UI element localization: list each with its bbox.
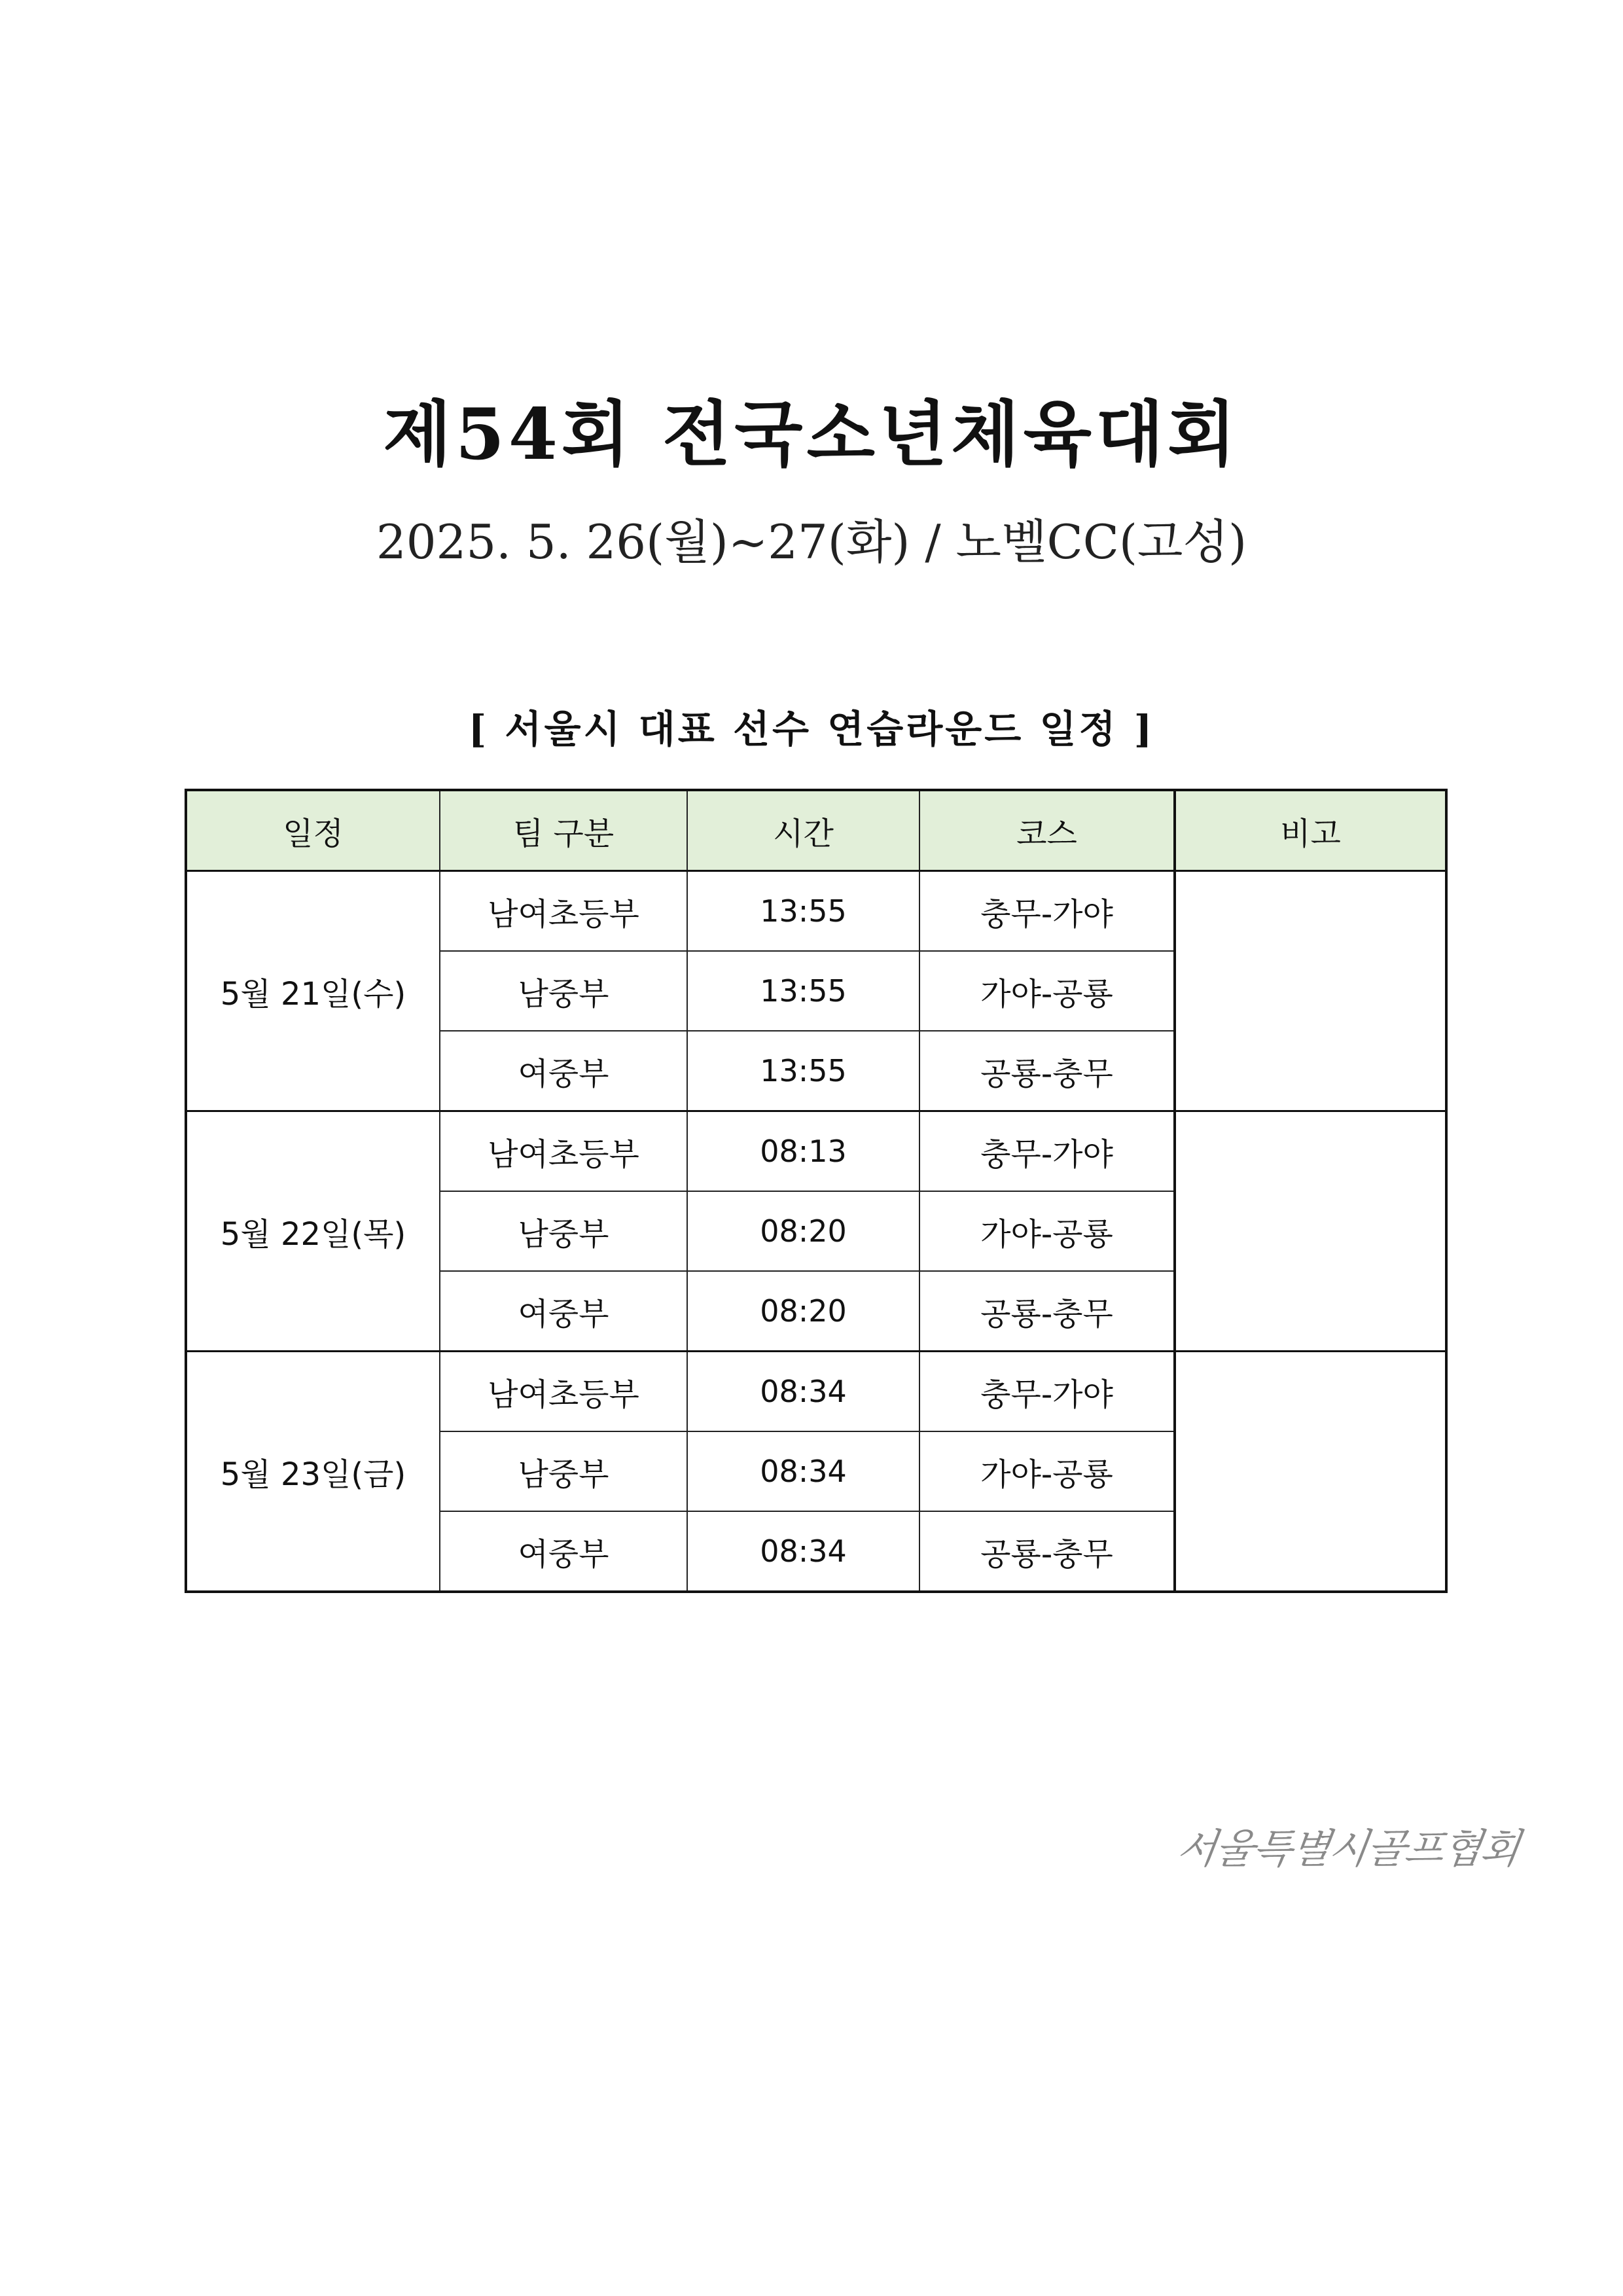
header-course: 코스: [919, 790, 1175, 871]
date-cell: 5월 21일(수): [186, 871, 440, 1111]
time-cell: 13:55: [687, 871, 919, 952]
course-cell: 공룡-충무: [919, 1511, 1175, 1592]
header-note: 비고: [1175, 790, 1446, 871]
practice-schedule-table: [185, 789, 1448, 1593]
team-cell: 여중부: [440, 1511, 687, 1592]
table-row: [186, 871, 1446, 952]
header-time: 시간: [687, 790, 919, 871]
team-cell: 남중부: [440, 1431, 687, 1511]
team-cell: 남중부: [440, 951, 687, 1031]
course-cell: 공룡-충무: [919, 1271, 1175, 1352]
team-cell: 남여초등부: [440, 1352, 687, 1432]
team-cell: 여중부: [440, 1271, 687, 1352]
time-cell: 08:20: [687, 1271, 919, 1352]
time-cell: 13:55: [687, 951, 919, 1031]
time-cell: 08:34: [687, 1511, 919, 1592]
course-cell: 충무-가야: [919, 1352, 1175, 1432]
time-cell: 08:34: [687, 1431, 919, 1511]
table-row: [186, 1352, 1446, 1432]
note-cell: [1175, 871, 1446, 1111]
team-cell: 남여초등부: [440, 1111, 687, 1192]
course-cell: 가야-공룡: [919, 951, 1175, 1031]
team-cell: 남여초등부: [440, 871, 687, 952]
header-date: 일정: [186, 790, 440, 871]
course-cell: 가야-공룡: [919, 1191, 1175, 1271]
table-header-row: [186, 790, 1446, 871]
event-dates-venue: 2025. 5. 26(월)~27(화) / 노벨CC(고성): [376, 514, 1247, 569]
course-cell: 충무-가야: [919, 871, 1175, 952]
note-cell: [1175, 1352, 1446, 1592]
time-cell: 13:55: [687, 1031, 919, 1111]
team-cell: 여중부: [440, 1031, 687, 1111]
header-team: 팀 구분: [440, 790, 687, 871]
course-cell: 충무-가야: [919, 1111, 1175, 1192]
date-cell: 5월 22일(목): [186, 1111, 440, 1352]
date-cell: 5월 23일(금): [186, 1352, 440, 1592]
association-signature: 서울특별시골프협회: [1174, 1825, 1522, 1873]
course-cell: 가야-공룡: [919, 1431, 1175, 1511]
note-cell: [1175, 1111, 1446, 1352]
time-cell: 08:34: [687, 1352, 919, 1432]
document-title: 제54회 전국소년체육대회: [383, 393, 1240, 476]
team-cell: 남중부: [440, 1191, 687, 1271]
time-cell: 08:20: [687, 1191, 919, 1271]
section-heading: [ 서울시 대표 선수 연습라운드 일정 ]: [468, 707, 1155, 751]
time-cell: 08:13: [687, 1111, 919, 1192]
course-cell: 공룡-충무: [919, 1031, 1175, 1111]
table-row: [186, 1111, 1446, 1192]
